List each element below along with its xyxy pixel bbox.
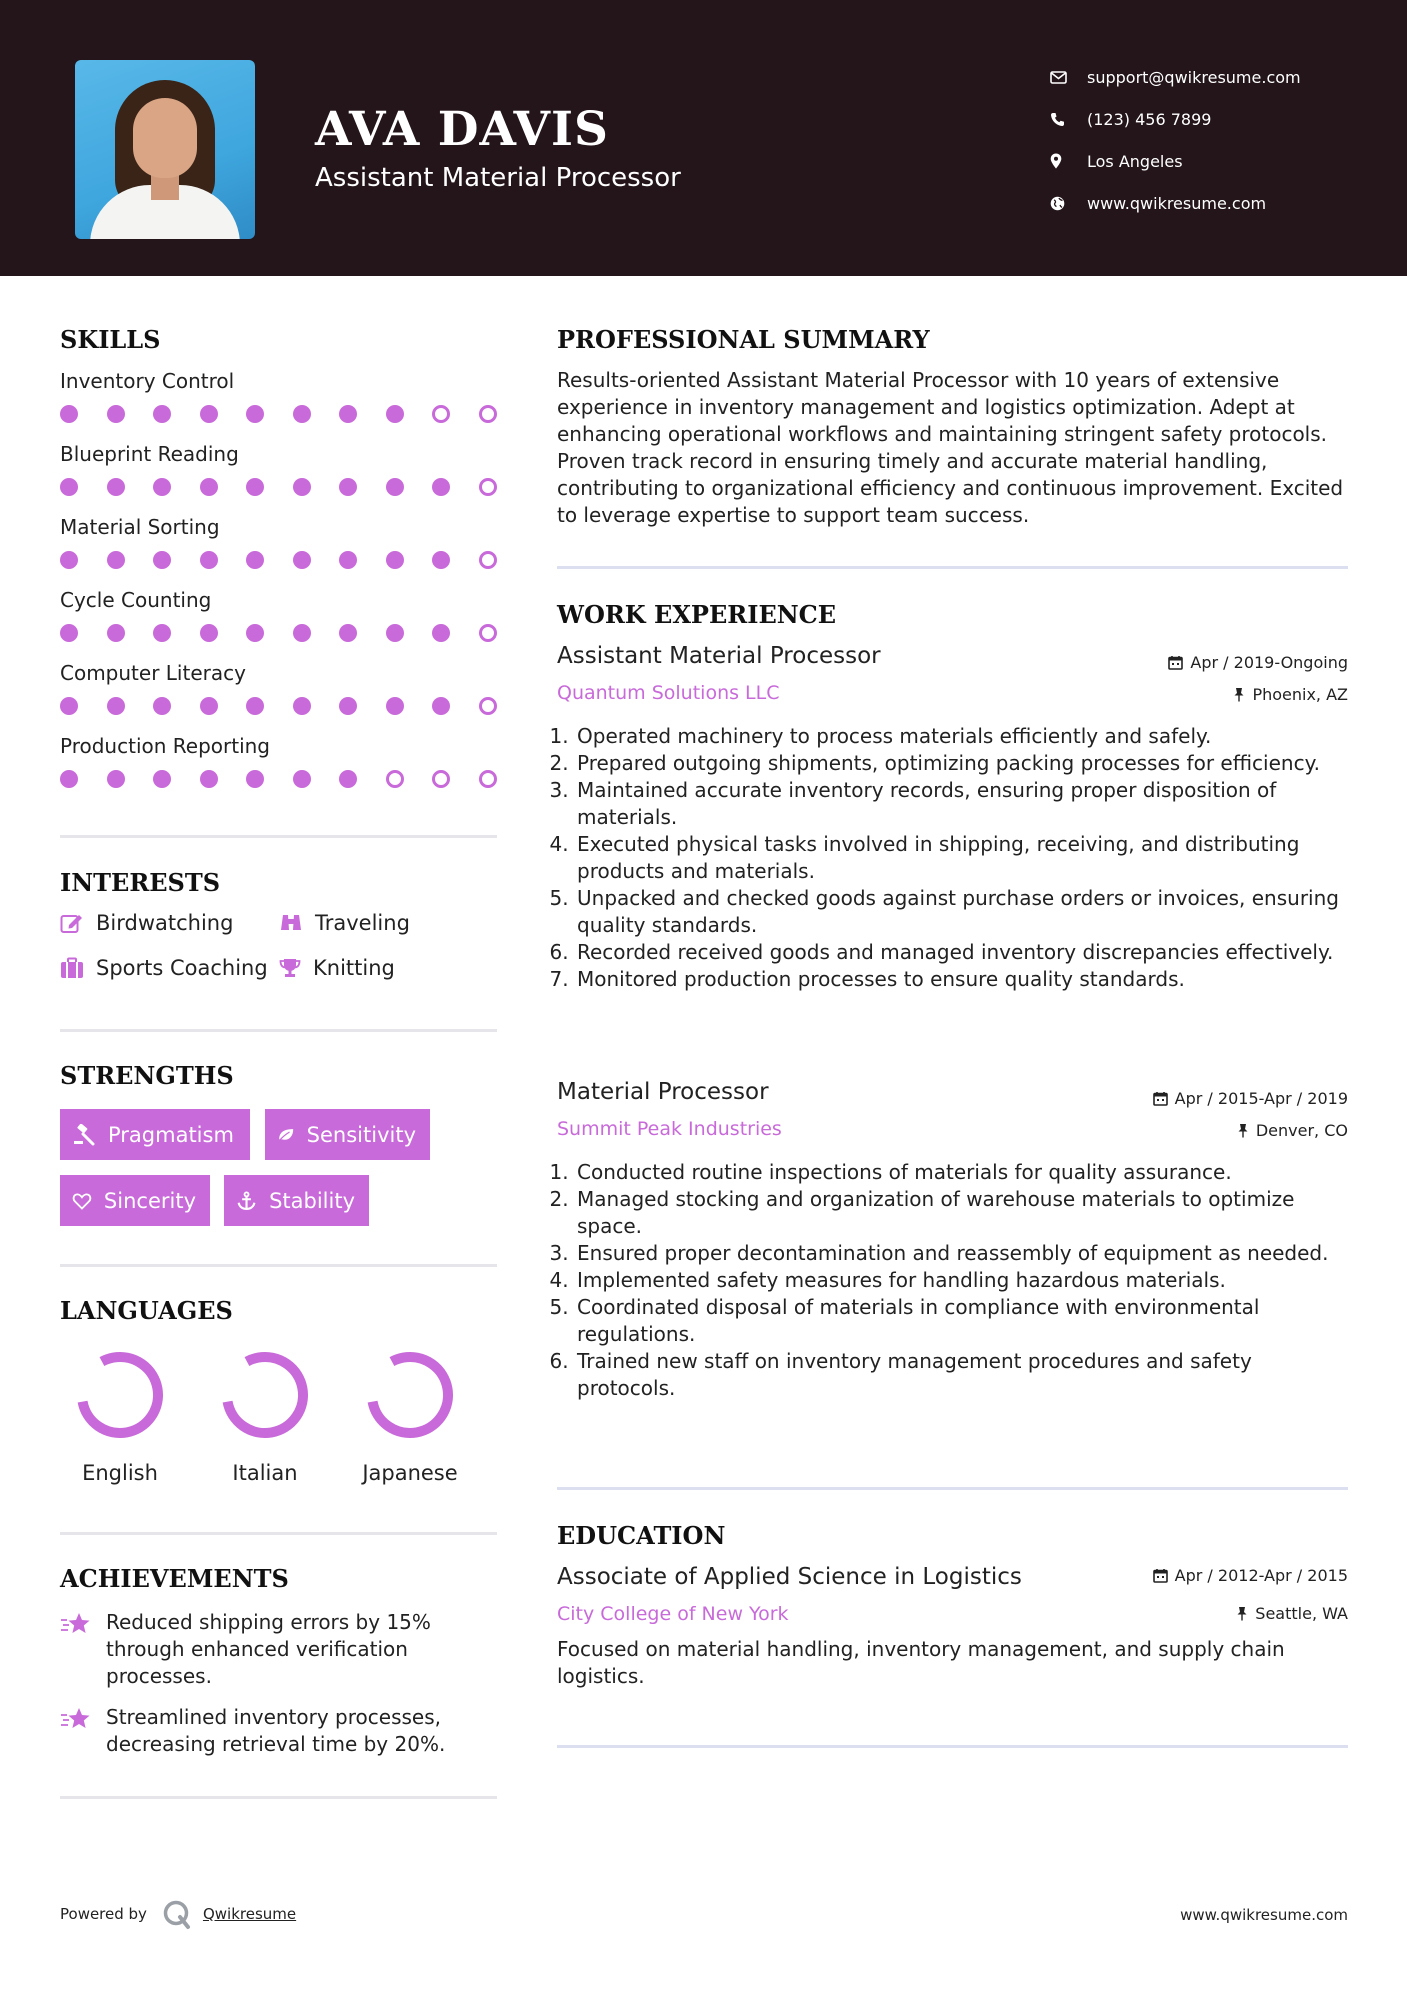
- calendar-icon: [1153, 1091, 1168, 1106]
- rating-dot-filled: [153, 770, 171, 788]
- interest-item-knitting: Knitting: [279, 956, 395, 980]
- footer-powered-by: Powered by Qwikresume: [60, 1898, 296, 1930]
- rating-dot-filled: [432, 478, 450, 496]
- interests-divider: [60, 1029, 497, 1032]
- map-pin-icon: [1050, 153, 1087, 169]
- education-description: Focused on material handling, inventory management, and supply chain logistics.: [557, 1637, 1285, 1688]
- rating-dot-filled: [246, 405, 264, 423]
- interests-title: INTERESTS: [60, 868, 221, 897]
- rating-dot-filled: [60, 624, 78, 642]
- rating-dot-filled: [107, 551, 125, 569]
- skill-label: Inventory Control: [60, 369, 235, 393]
- language-level-ring: [68, 1349, 172, 1441]
- rating-dot-filled: [293, 770, 311, 788]
- heart-icon: [72, 1190, 92, 1212]
- contact-phone[interactable]: [1050, 98, 1380, 140]
- achievement-item: Streamlined inventory processes, decreasing retrieval time by 20%.: [60, 1704, 480, 1758]
- rating-dot-filled: [386, 551, 404, 569]
- experience-divider: [557, 1487, 1348, 1490]
- strengths-divider: [60, 1264, 497, 1267]
- rating-dot-empty: [432, 770, 450, 788]
- language-label: Italian: [232, 1461, 298, 1485]
- rating-dot-filled: [339, 624, 357, 642]
- job-duty-item: 1. Operated machinery to process materials efficiently and safely.: [575, 723, 1347, 750]
- contact-location-text: Los Angeles: [1087, 151, 1183, 171]
- pencil-square-icon: [60, 912, 84, 934]
- achievements-divider: [60, 1796, 497, 1799]
- rating-dot-filled: [153, 697, 171, 715]
- rating-dot-filled: [339, 551, 357, 569]
- language-level-arc: [366, 1351, 454, 1439]
- rating-dot-filled: [107, 624, 125, 642]
- skill-rating: [60, 551, 500, 569]
- interest-item-birdwatching: Birdwatching: [60, 911, 233, 935]
- language-level-ring: [213, 1349, 317, 1441]
- qwikresume-logo-icon: [161, 1898, 193, 1930]
- strength-tag-sensitivity: Sensitivity: [265, 1109, 430, 1160]
- contact-website-text: www.qwikresume.com: [1087, 193, 1267, 213]
- skill-label: Material Sorting: [60, 515, 220, 539]
- strength-tag-stability: Stability: [224, 1175, 369, 1226]
- rating-dot-filled: [153, 624, 171, 642]
- rating-dot-filled: [60, 478, 78, 496]
- rating-dot-filled: [293, 405, 311, 423]
- rating-dot-filled: [432, 624, 450, 642]
- envelope-icon: [1050, 71, 1087, 84]
- job-dates: Apr / 2015-Apr / 2019: [1153, 1089, 1348, 1108]
- rating-dot-filled: [246, 697, 264, 715]
- skill-rating: [60, 697, 500, 715]
- skill-label: Production Reporting: [60, 734, 270, 758]
- rating-dot-filled: [339, 697, 357, 715]
- rating-dot-filled: [339, 770, 357, 788]
- binoculars-icon: [279, 912, 303, 934]
- profile-photo: [75, 60, 255, 239]
- language-level-ring: [358, 1349, 462, 1441]
- summary-title: PROFESSIONAL SUMMARY: [557, 325, 930, 354]
- interest-item-traveling: Traveling: [279, 911, 410, 935]
- language-item: [205, 1349, 325, 1485]
- rating-dot-filled: [107, 405, 125, 423]
- star-icon: [60, 1611, 92, 1637]
- strength-tag-sincerity: Sincerity: [60, 1175, 210, 1226]
- job-duty-item: 3. Maintained accurate inventory records, ensuring proper disposition of materials.: [575, 777, 1347, 831]
- rating-dot-filled: [386, 478, 404, 496]
- suitcase-icon: [60, 957, 84, 979]
- rating-dot-empty: [479, 624, 497, 642]
- rating-dot-filled: [432, 551, 450, 569]
- rating-dot-filled: [200, 551, 218, 569]
- rating-dot-filled: [200, 478, 218, 496]
- contact-website[interactable]: [1050, 182, 1380, 224]
- contact-location: [1050, 140, 1380, 182]
- language-level-arc: [221, 1351, 309, 1439]
- languages-title: LANGUAGES: [60, 1296, 233, 1325]
- skill-label: Cycle Counting: [60, 588, 212, 612]
- candidate-name: AVA DAVIS: [315, 102, 609, 157]
- skill-rating: [60, 478, 500, 496]
- pushpin-icon: [1237, 1123, 1249, 1138]
- calendar-icon: [1168, 655, 1183, 670]
- job-duties-list: [557, 723, 1347, 993]
- rating-dot-filled: [386, 405, 404, 423]
- strength-tag-pragmatism: Pragmatism: [60, 1109, 250, 1160]
- job-duty-item: 2. Prepared outgoing shipments, optimizing packing processes for efficiency.: [575, 750, 1347, 777]
- skills-title: SKILLS: [60, 325, 161, 354]
- rating-dot-filled: [432, 697, 450, 715]
- rating-dot-filled: [200, 405, 218, 423]
- resume-header: [0, 0, 1407, 276]
- rating-dot-filled: [386, 697, 404, 715]
- calendar-icon: [1153, 1568, 1168, 1583]
- rating-dot-filled: [60, 697, 78, 715]
- strengths-title: STRENGTHS: [60, 1061, 234, 1090]
- rating-dot-filled: [200, 697, 218, 715]
- contact-phone-text: (123) 456 7899: [1087, 109, 1212, 129]
- language-item: [60, 1349, 180, 1485]
- anchor-icon: [236, 1190, 257, 1212]
- skill-label: Computer Literacy: [60, 661, 246, 685]
- language-label: Japanese: [362, 1461, 458, 1485]
- job-location: Denver, CO: [1237, 1121, 1348, 1140]
- phone-icon: [1050, 112, 1087, 127]
- achievement-item: Reduced shipping errors by 15% through enhanced verification processes.: [60, 1609, 480, 1690]
- job-dates: Apr / 2019-Ongoing: [1168, 653, 1348, 672]
- job-duty-item: 5. Unpacked and checked goods against purchase orders or invoices, ensuring quality standards.: [575, 885, 1347, 939]
- job-duty-item: 7. Monitored production processes to ensure quality standards.: [575, 966, 1347, 993]
- rating-dot-filled: [339, 405, 357, 423]
- footer-website[interactable]: www.qwikresume.com: [1180, 1906, 1348, 1924]
- job-duty-item: 1. Conducted routine inspections of materials for quality assurance.: [575, 1159, 1347, 1186]
- star-icon: [60, 1706, 92, 1732]
- leaf-icon: [277, 1124, 295, 1146]
- trophy-icon: [279, 957, 301, 979]
- rating-dot-filled: [200, 624, 218, 642]
- job-duty-item: 6. Trained new staff on inventory management procedures and safety protocols.: [575, 1348, 1347, 1402]
- rating-dot-filled: [246, 624, 264, 642]
- pushpin-icon: [1233, 687, 1245, 702]
- summary-text: Results-oriented Assistant Material Processor with 10 years of extensive experience in inventory management and logistics optimization. Adept at enhancing operational workflows and maintaining stringent safety protocols. Proven track record in ensuring timely and accurate material handling, contributing to organizational efficiency and continuous improvement. Excited to leverage expertise to support team success.: [557, 368, 1344, 527]
- rating-dot-filled: [246, 551, 264, 569]
- contact-block: [1050, 56, 1380, 224]
- job-company: Summit Peak Industries: [557, 1118, 782, 1140]
- rating-dot-filled: [107, 478, 125, 496]
- skills-divider: [60, 835, 497, 838]
- job-duty-item: 5. Coordinated disposal of materials in compliance with environmental regulations.: [575, 1294, 1347, 1348]
- achievements-title: ACHIEVEMENTS: [60, 1564, 289, 1593]
- language-label: English: [82, 1461, 158, 1485]
- rating-dot-filled: [293, 624, 311, 642]
- globe-icon: [1050, 196, 1087, 211]
- rating-dot-empty: [479, 551, 497, 569]
- rating-dot-filled: [153, 551, 171, 569]
- language-level-arc: [76, 1351, 164, 1439]
- rating-dot-filled: [107, 770, 125, 788]
- job-duty-item: 6. Recorded received goods and managed inventory discrepancies effectively.: [575, 939, 1347, 966]
- rating-dot-empty: [386, 770, 404, 788]
- job-duty-item: 2. Managed stocking and organization of warehouse materials to optimize space.: [575, 1186, 1347, 1240]
- pushpin-icon: [1236, 1606, 1248, 1621]
- skill-label: Blueprint Reading: [60, 442, 239, 466]
- rating-dot-filled: [60, 770, 78, 788]
- language-item: [350, 1349, 470, 1485]
- job-duty-item: 4. Implemented safety measures for handling hazardous materials.: [575, 1267, 1347, 1294]
- job-title: Assistant Material Processor: [557, 643, 881, 669]
- job-title: Material Processor: [557, 1079, 769, 1105]
- rating-dot-filled: [200, 770, 218, 788]
- rating-dot-empty: [479, 770, 497, 788]
- skill-rating: [60, 770, 500, 788]
- education-location: Seattle, WA: [1236, 1604, 1348, 1623]
- rating-dot-filled: [60, 405, 78, 423]
- education-title: EDUCATION: [557, 1521, 726, 1550]
- skill-rating: [60, 624, 500, 642]
- education-degree: Associate of Applied Science in Logistics: [557, 1564, 1022, 1590]
- summary-divider: [557, 566, 1348, 569]
- rating-dot-filled: [293, 478, 311, 496]
- skill-rating: [60, 405, 500, 423]
- gavel-icon: [72, 1124, 96, 1146]
- job-location: Phoenix, AZ: [1233, 685, 1348, 704]
- education-divider: [557, 1745, 1348, 1748]
- education-school: City College of New York: [557, 1603, 789, 1625]
- rating-dot-empty: [479, 478, 497, 496]
- rating-dot-empty: [479, 697, 497, 715]
- languages-divider: [60, 1532, 497, 1535]
- rating-dot-empty: [432, 405, 450, 423]
- experience-title: WORK EXPERIENCE: [557, 600, 837, 629]
- job-duty-item: 4. Executed physical tasks involved in shipping, receiving, and distributing products and materials.: [575, 831, 1347, 885]
- contact-email[interactable]: [1050, 56, 1380, 98]
- rating-dot-filled: [246, 478, 264, 496]
- rating-dot-filled: [153, 405, 171, 423]
- qwikresume-link[interactable]: Qwikresume: [202, 1905, 297, 1923]
- job-company: Quantum Solutions LLC: [557, 682, 780, 704]
- contact-email-text: support@qwikresume.com: [1087, 67, 1301, 87]
- rating-dot-empty: [479, 405, 497, 423]
- job-duty-item: 3. Ensured proper decontamination and reassembly of equipment as needed.: [575, 1240, 1347, 1267]
- job-duties-list: [557, 1159, 1347, 1402]
- interest-item-sports-coaching: Sports Coaching: [60, 956, 268, 980]
- candidate-role: Assistant Material Processor: [315, 163, 681, 193]
- rating-dot-filled: [246, 770, 264, 788]
- rating-dot-filled: [339, 478, 357, 496]
- rating-dot-filled: [386, 624, 404, 642]
- rating-dot-filled: [60, 551, 78, 569]
- rating-dot-filled: [293, 697, 311, 715]
- rating-dot-filled: [153, 478, 171, 496]
- rating-dot-filled: [107, 697, 125, 715]
- education-dates: Apr / 2012-Apr / 2015: [1153, 1566, 1348, 1585]
- rating-dot-filled: [293, 551, 311, 569]
